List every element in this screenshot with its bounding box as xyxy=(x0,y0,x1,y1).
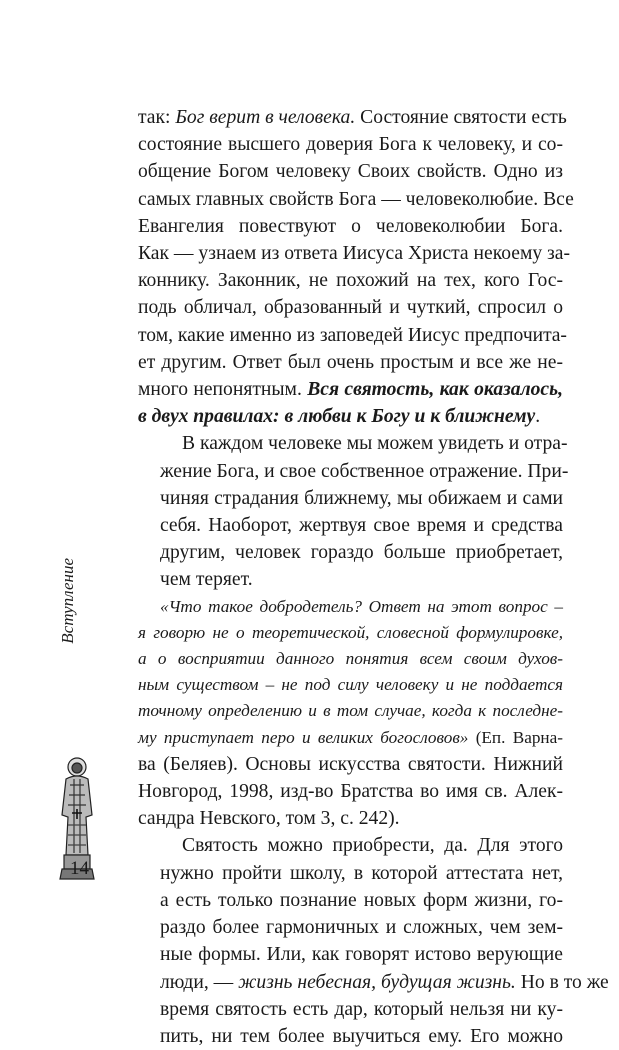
text-line xyxy=(138,539,563,566)
text-run: «Что такое добродетель? Ответ на этот вопрос – xyxy=(160,596,563,616)
text-line xyxy=(138,672,563,698)
text-line xyxy=(138,131,563,158)
text-line xyxy=(138,698,563,724)
text-run: жение Бога, и свое собственное отражение. При- xyxy=(160,460,569,482)
text-run: много непонятным. xyxy=(138,379,308,401)
text-line xyxy=(138,512,563,539)
text-run: себя. Наоборот, жертвуя свое время и средства xyxy=(160,515,563,537)
text-line xyxy=(138,403,563,430)
text-run: Бог верит в человека. xyxy=(175,107,356,128)
text-line xyxy=(138,594,563,620)
text-run: Как — узнаем из ответа Иисуса Христа некоему за- xyxy=(138,243,571,265)
text-run: ным существом – не под силу человеку и не поддается xyxy=(138,675,563,695)
text-run: состояние высшего доверия Бога к человеку, и со- xyxy=(138,134,563,156)
text-line xyxy=(138,158,563,185)
text-run: (Еп. Варна- xyxy=(468,727,563,747)
text-run: сандра Невского, том 3, с. 242). xyxy=(138,808,400,830)
text-run: ет другим. Ответ был очень простым и все же не- xyxy=(138,351,563,373)
text-line xyxy=(138,620,563,646)
text-line xyxy=(138,751,563,778)
text-line xyxy=(138,725,563,751)
text-line xyxy=(138,430,568,457)
text-line xyxy=(138,186,574,213)
text-run: я говорю не о теоретической, словесной формулировке, xyxy=(138,622,563,642)
text-line xyxy=(138,860,563,887)
text-line xyxy=(138,778,563,805)
text-line xyxy=(138,566,563,593)
text-run: Евангелия повествуют о человеколюбии Бога. xyxy=(138,215,563,237)
text-run: нужно пройти школу, в которой аттестата нет, xyxy=(160,862,563,884)
text-run: а о восприятии данного понятия всем своим духов- xyxy=(138,649,563,669)
text-line xyxy=(138,805,563,832)
text-run: Новгород, 1998, изд-во Братства во имя св. Алек- xyxy=(138,781,563,803)
text-run: му приступает перо и великих богословов» xyxy=(138,727,469,747)
page-sidebar xyxy=(56,558,98,890)
text-run: общение Богом человеку Своих свойств. Одно из xyxy=(138,161,563,183)
text-run: в двух правилах: в любви к Богу и к ближнему xyxy=(138,406,536,428)
text-run: ные формы. Или, как говорят истово верующие xyxy=(160,944,563,966)
text-line xyxy=(138,832,563,859)
text-line xyxy=(138,104,567,131)
text-run: Но в то же xyxy=(515,971,609,993)
text-run: пить, ни тем более выучиться ему. Его можно xyxy=(160,1025,563,1047)
text-line xyxy=(138,322,567,349)
text-run: Святость можно приобрести, да. Для этого xyxy=(182,835,563,857)
text-run: том, какие именно из заповедей Иисус предпочитa- xyxy=(138,324,567,346)
text-run: а есть только познание новых форм жизни, го- xyxy=(160,889,563,911)
text-line xyxy=(138,485,563,512)
text-run: самых главных свойств Бога — человеколюбие. Все xyxy=(138,188,574,210)
text-run: так: xyxy=(138,107,176,128)
text-line xyxy=(138,996,563,1023)
text-line xyxy=(138,267,563,294)
text-line xyxy=(138,294,563,321)
text-line xyxy=(138,646,563,672)
text-line xyxy=(138,1023,563,1050)
body-paragraph xyxy=(138,832,609,1050)
text-run: ва (Беляев). Основы искусства святости. Нижний xyxy=(138,753,563,775)
text-run: подь обличал, образованный и чуткий, спросил о xyxy=(138,297,563,319)
body-paragraph xyxy=(138,104,574,430)
text-line xyxy=(138,969,609,996)
page-number: 14 xyxy=(70,858,89,879)
text-line xyxy=(138,914,563,941)
text-run: точному определению и в том случае, когда к последне- xyxy=(138,701,563,721)
section-title: Вступление xyxy=(58,558,77,644)
body-paragraph xyxy=(138,430,569,593)
text-run: . xyxy=(535,406,541,428)
text-run: раздо более гармоничных и сложных, чем зем- xyxy=(160,917,563,939)
text-run: Состояние святости есть xyxy=(355,107,567,128)
text-line xyxy=(138,376,563,403)
text-run: В каждом человеке мы можем увидеть и отра- xyxy=(182,433,568,455)
text-run: чиняя страдания ближнему, мы обижаем и сами xyxy=(160,487,563,509)
quote-paragraph xyxy=(138,594,563,833)
text-run: Вся святость, как оказалось, xyxy=(307,379,563,401)
text-line xyxy=(138,458,569,485)
text-run: люди, — xyxy=(160,971,239,993)
text-run: время святость есть дар, который нельзя ни ку- xyxy=(160,998,563,1020)
text-run: жизнь небесная, будущая жизнь. xyxy=(238,971,516,993)
text-run: коннику. Законник, не похожий на тех, кого Гос- xyxy=(138,270,563,292)
page-body-text xyxy=(138,104,609,1050)
text-line xyxy=(138,941,563,968)
text-line xyxy=(138,887,563,914)
text-run: другим, человек гораздо больше приобретает, xyxy=(160,542,563,564)
text-line xyxy=(138,213,563,240)
text-line xyxy=(138,240,571,267)
text-line xyxy=(138,349,563,376)
text-run: чем теряет. xyxy=(160,569,253,591)
